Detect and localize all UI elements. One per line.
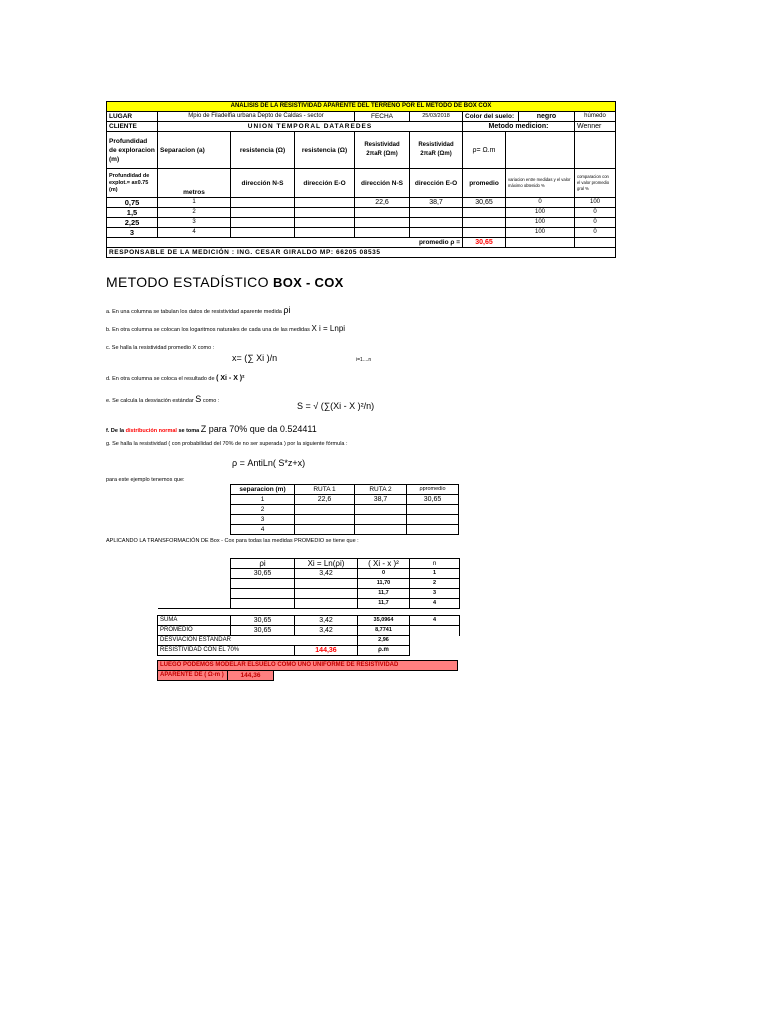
formula-rho: ρ = AntiLn( S*z+x) bbox=[232, 458, 306, 468]
formula-x-range: i=1....n bbox=[356, 357, 372, 363]
step-e: e. Se calcula la desviación estándar S como : bbox=[106, 394, 220, 404]
promedio-value: 30,65 bbox=[463, 238, 506, 248]
step-f: f. De la distribución normal se toma Z para 70% que da 0.524411 bbox=[106, 424, 317, 434]
promedio-row: PROMEDIO 30,65 3,42 8,7741 bbox=[158, 626, 460, 636]
table-row: 11,70 2 bbox=[158, 579, 460, 589]
header-xi-x-squared: ( Xi - x )² bbox=[358, 559, 410, 569]
table-row: 30,65 3,42 0 1 bbox=[158, 569, 460, 579]
header-metros: metros bbox=[158, 169, 231, 198]
resistividad-70-label: RESISTIVIDAD CON EL 70% bbox=[158, 646, 295, 656]
conclusion-value: 144,36 bbox=[228, 671, 274, 681]
fecha-value: 25/03/2018 bbox=[410, 112, 463, 122]
table-banner: ANALISIS DE LA RESISTIVIDAD APARENTE DEL TERRENO POR EL METODO DE BOX COX bbox=[107, 102, 616, 112]
page-title: METODO ESTADÍSTICO BOX - COX bbox=[106, 274, 344, 290]
header-xi: Xi = Ln(ρi) bbox=[295, 559, 358, 569]
header-resistividad-2: Resistividad 2πaR (Ωm) bbox=[410, 132, 463, 169]
conclusion-box bbox=[157, 660, 458, 681]
color-value: negro bbox=[519, 112, 575, 122]
promedio-label: promedio ρ = bbox=[107, 238, 463, 248]
header-rho-promedio: ρpromedio bbox=[407, 485, 459, 495]
box-cox-intro: APLICANDO LA TRANSFORMACIÓN DE Box - Cox para todas las medidas PROMEDIO se tiene que : bbox=[106, 538, 359, 544]
header-ruta-1: RUTA 1 bbox=[295, 485, 355, 495]
routes-table bbox=[230, 484, 459, 535]
header-separacion-m: separacion (m) bbox=[231, 485, 295, 495]
table-row: 3 bbox=[231, 515, 459, 525]
example-intro: para este ejemplo tenemos que: bbox=[106, 477, 185, 483]
table-row: 1,5 2 100 0 bbox=[107, 208, 616, 218]
step-b: b. En otra columna se colocan los logaritmos naturales de cada una de las medidas X i = Lnpi bbox=[106, 324, 346, 333]
step-c: c. Se halla la resistividad promedio X como : bbox=[106, 345, 215, 351]
table-row: 11,7 3 bbox=[158, 589, 460, 599]
header-variacion: variacion entre medidas y el valor máximo obtenido % bbox=[506, 169, 575, 198]
resistivity-analysis-table bbox=[106, 101, 616, 258]
promedio-label-2: PROMEDIO bbox=[158, 626, 231, 636]
humedo-value: húmedo bbox=[575, 112, 616, 122]
formula-x: x= (∑ Xi )/n bbox=[232, 353, 278, 363]
header-rho: ρ= Ω.m bbox=[463, 132, 506, 169]
header-resistividad-1: Resistividad 2πaR (Ωm) bbox=[355, 132, 410, 169]
suma-label: SUMA bbox=[158, 616, 231, 626]
resistividad-70-row bbox=[158, 646, 460, 656]
table-row: 1 22,6 38,7 30,65 bbox=[231, 495, 459, 505]
header-direccion-eo-2: dirección E-O bbox=[410, 169, 463, 198]
table-row: 4 bbox=[231, 525, 459, 535]
header-n: n bbox=[410, 559, 460, 569]
header-direccion-ns-2: dirección N-S bbox=[355, 169, 410, 198]
suma-row: SUMA 30,65 3,42 35,0964 4 bbox=[158, 616, 460, 626]
header-rho-i: ρi bbox=[231, 559, 295, 569]
table-row: 2,25 3 100 0 bbox=[107, 218, 616, 228]
resistividad-70-value: 144,36 bbox=[295, 646, 358, 656]
color-label: Color del suelo: bbox=[463, 112, 519, 122]
lugar-label: LUGAR bbox=[107, 112, 158, 122]
metodo-value: Wenner bbox=[575, 122, 616, 132]
step-d: d. En otra columna se coloca el resultado de ( Xi - X )² bbox=[106, 375, 245, 382]
step-g: g. Se halla la resistividad ( con probabilidad del 70% de no ser superada ) por la siguiente fórmula : bbox=[106, 441, 348, 447]
step-a: a. En una columna se tabulan los datos de resistividad aparente medida ρi bbox=[106, 305, 291, 315]
header-profundidad: Profundidad de exploracion (m) bbox=[107, 132, 158, 169]
header-promedio: promedio bbox=[463, 169, 506, 198]
conclusion-line-1: LUEGO PODEMOS MODELAR ELSUELO COMO UNO UNIFORME DE RESISTIVIDAD bbox=[158, 661, 458, 671]
conclusion-label: APARENTE DE ( Ω-m ) bbox=[158, 671, 228, 681]
header-profundidad-explot: Profundidad de explot.= ax0.75 (m) bbox=[107, 169, 158, 198]
table-row: 3 4 100 0 bbox=[107, 228, 616, 238]
lugar-value: Mpio de Filadelfia urbana Depto de Caldas - sector bbox=[158, 112, 355, 122]
responsable-line: RESPONSABLE DE LA MEDICIÓN : ING. CESAR GIRALDO MP: 66205 08535 bbox=[107, 248, 616, 258]
table-row: 11,7 4 bbox=[158, 599, 460, 609]
header-direccion-eo-1: dirección E-O bbox=[295, 169, 355, 198]
header-resistencia-1: resistencia (Ω) bbox=[231, 132, 295, 169]
header-direccion-ns-1: dirección N-S bbox=[231, 169, 295, 198]
table-row: 2 bbox=[231, 505, 459, 515]
header-ruta-2: RUTA 2 bbox=[355, 485, 407, 495]
header-comparacion: comparacion con el valor promedio gral % bbox=[575, 169, 616, 198]
fecha-label: FECHA bbox=[355, 112, 410, 122]
cliente-label: CLIENTE bbox=[107, 122, 158, 132]
metodo-label: Metodo medicion: bbox=[463, 122, 575, 132]
table-row: 0,75 1 22,6 38,7 30,65 0 100 bbox=[107, 198, 616, 208]
resistividad-70-unit: ρ.m bbox=[358, 646, 410, 656]
desviacion-label: DESVIACION ESTANDAR bbox=[158, 636, 358, 646]
formula-s: S = √ (∑(Xi - X )²/n) bbox=[297, 401, 375, 411]
header-separacion: Separacion (a) bbox=[158, 132, 231, 169]
desviacion-value: 2,96 bbox=[358, 636, 410, 646]
box-cox-table bbox=[157, 558, 460, 656]
desviacion-row bbox=[158, 636, 460, 646]
cliente-value: UNION TEMPORAL DATAREDES bbox=[158, 122, 463, 132]
header-resistencia-2: resistencia (Ω) bbox=[295, 132, 355, 169]
